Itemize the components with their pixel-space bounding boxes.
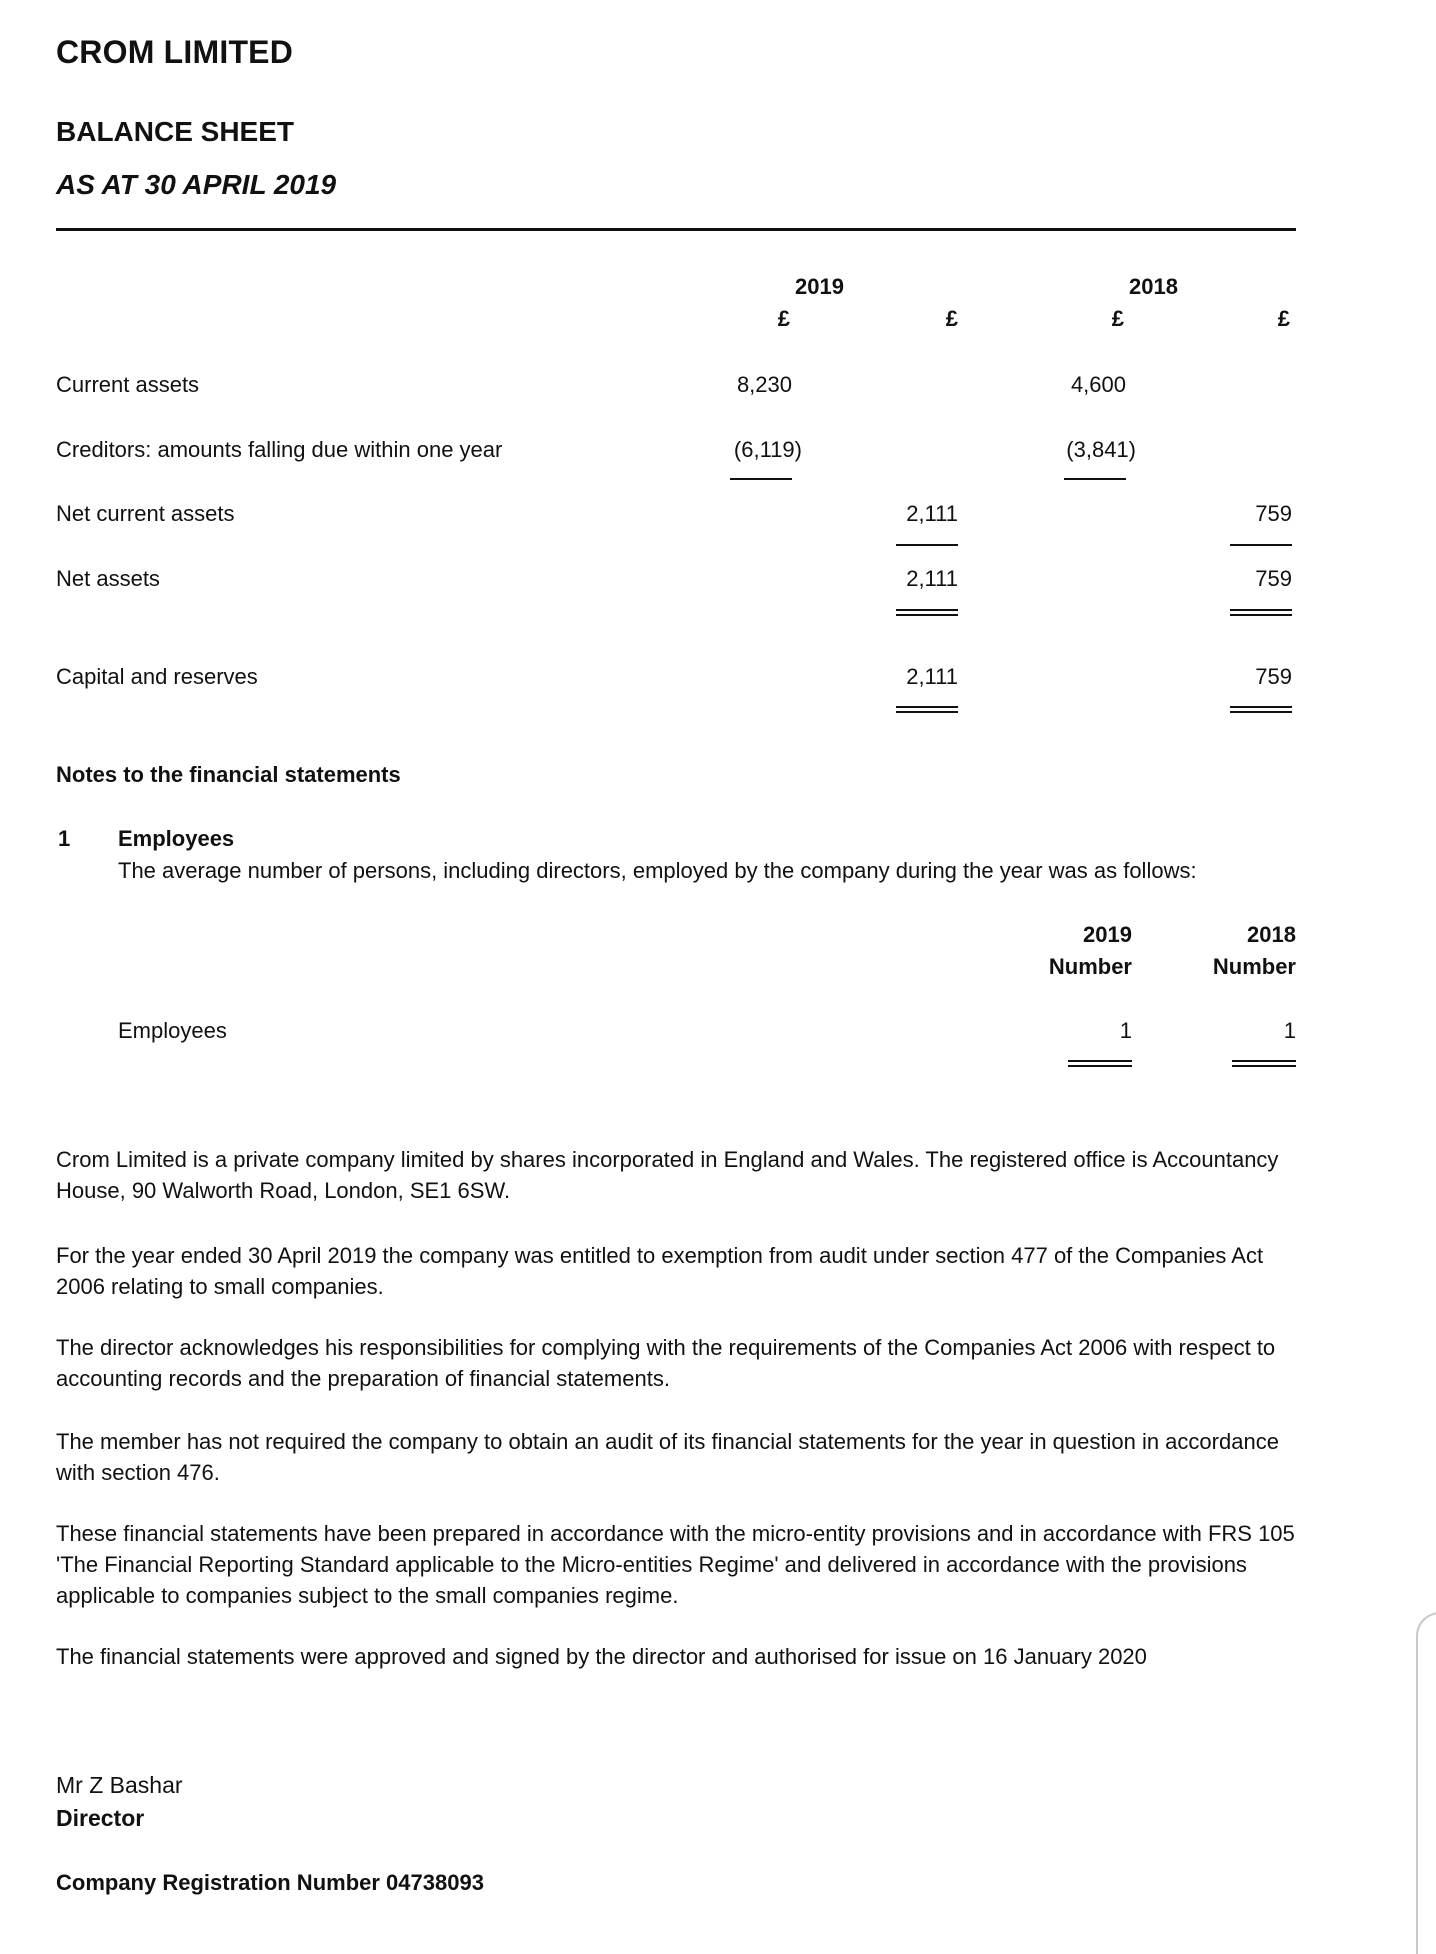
year-2018-header: 2018 <box>1129 274 1178 299</box>
creditors-2019-underline <box>730 478 792 480</box>
employees-2019-year: 2019 <box>1083 922 1132 947</box>
company-registration-number: Company Registration Number 04738093 <box>56 1870 484 1895</box>
notes-heading: Notes to the financial statements <box>56 762 401 787</box>
current-assets-2018: 4,600 <box>1070 372 1126 397</box>
capital-reserves-2019-double-underline <box>896 706 958 713</box>
director-name: Mr Z Bashar <box>56 1772 183 1798</box>
employees-2018-double-underline <box>1232 1060 1296 1067</box>
net-assets-2018: 759 <box>1255 566 1292 591</box>
header-rule <box>56 228 1296 231</box>
director-role: Director <box>56 1805 145 1831</box>
document-subtitle: AS AT 30 APRIL 2019 <box>56 169 337 200</box>
employees-2018-value: 1 <box>1283 1018 1296 1043</box>
year-2019-header: 2019 <box>795 274 844 299</box>
net-current-assets-2018: 759 <box>1255 501 1292 526</box>
paragraph-company-info: Crom Limited is a private company limited by shares incorporated in England and Wales. The registered office is Accountancy House, 90 Walworth Road, London, SE1 6SW. <box>56 1147 1279 1203</box>
capital-reserves-2018: 759 <box>1255 664 1292 689</box>
current-assets-2019: 8,230 <box>736 372 792 397</box>
currency-2019-total: £ <box>945 306 958 331</box>
paragraph-director-responsibilities: The director acknowledges his responsibilities for complying with the requirements of the Companies Act 2006 with respect to accounting records and the preparation of financial statements. <box>56 1335 1276 1391</box>
creditors-2019: (6,119) <box>733 437 802 462</box>
currency-2019-sub: £ <box>777 306 790 331</box>
paragraph-micro-entity: These financial statements have been prepared in accordance with the micro-entity provisions and in accordance with FRS 105 'The Financial Reporting Standard applicable to the Micro-entities Regime' and delivered in accordance with the provisions applicable to companies subject to the small companies regime. <box>56 1521 1295 1608</box>
capital-reserves-2019: 2,111 <box>906 664 958 689</box>
document-title: BALANCE SHEET <box>56 116 295 147</box>
capital-reserves-label: Capital and reserves <box>56 664 258 689</box>
note-description: The average number of persons, including directors, employed by the company during the year was as follows: <box>118 858 1197 883</box>
paragraph-audit-exemption: For the year ended 30 April 2019 the company was entitled to exemption from audit under section 477 of the Companies Act 2006 relating to small companies. <box>56 1243 1264 1299</box>
employees-2019-double-underline <box>1068 1060 1132 1067</box>
employees-2018-unit: Number <box>1212 954 1296 979</box>
creditors-2018: (3,841) <box>1066 437 1136 462</box>
net-assets-2018-double-underline <box>1230 609 1292 616</box>
company-name: CROM LIMITED <box>56 34 294 70</box>
employees-row-label: Employees <box>118 1018 227 1043</box>
currency-2018-total: £ <box>1277 306 1290 331</box>
creditors-label: Creditors: amounts falling due within one year <box>56 437 503 462</box>
currency-2018-sub: £ <box>1111 306 1124 331</box>
net-current-assets-label: Net current assets <box>56 501 235 526</box>
screen-edge-decoration <box>1416 1612 1436 1954</box>
net-current-assets-2019-underline <box>896 544 958 546</box>
paragraph-member-audit: The member has not required the company to obtain an audit of its financial statements for the year in question in accordance with section 476. <box>56 1429 1279 1485</box>
note-title: Employees <box>118 826 235 851</box>
current-assets-label: Current assets <box>56 372 200 397</box>
creditors-2018-underline <box>1064 478 1126 480</box>
net-assets-2019: 2,111 <box>906 566 958 591</box>
employees-2018-year: 2018 <box>1247 922 1296 947</box>
net-current-assets-2019: 2,111 <box>906 501 958 526</box>
net-current-assets-2018-underline <box>1230 544 1292 546</box>
employees-2019-unit: Number <box>1048 954 1132 979</box>
net-assets-label: Net assets <box>56 566 160 591</box>
paragraph-approval: The financial statements were approved and signed by the director and authorised for issue on 16 January 2020 <box>56 1644 1147 1669</box>
note-number: 1 <box>58 826 71 851</box>
capital-reserves-2018-double-underline <box>1230 706 1292 713</box>
employees-2019-value: 1 <box>1119 1018 1132 1043</box>
net-assets-2019-double-underline <box>896 609 958 616</box>
